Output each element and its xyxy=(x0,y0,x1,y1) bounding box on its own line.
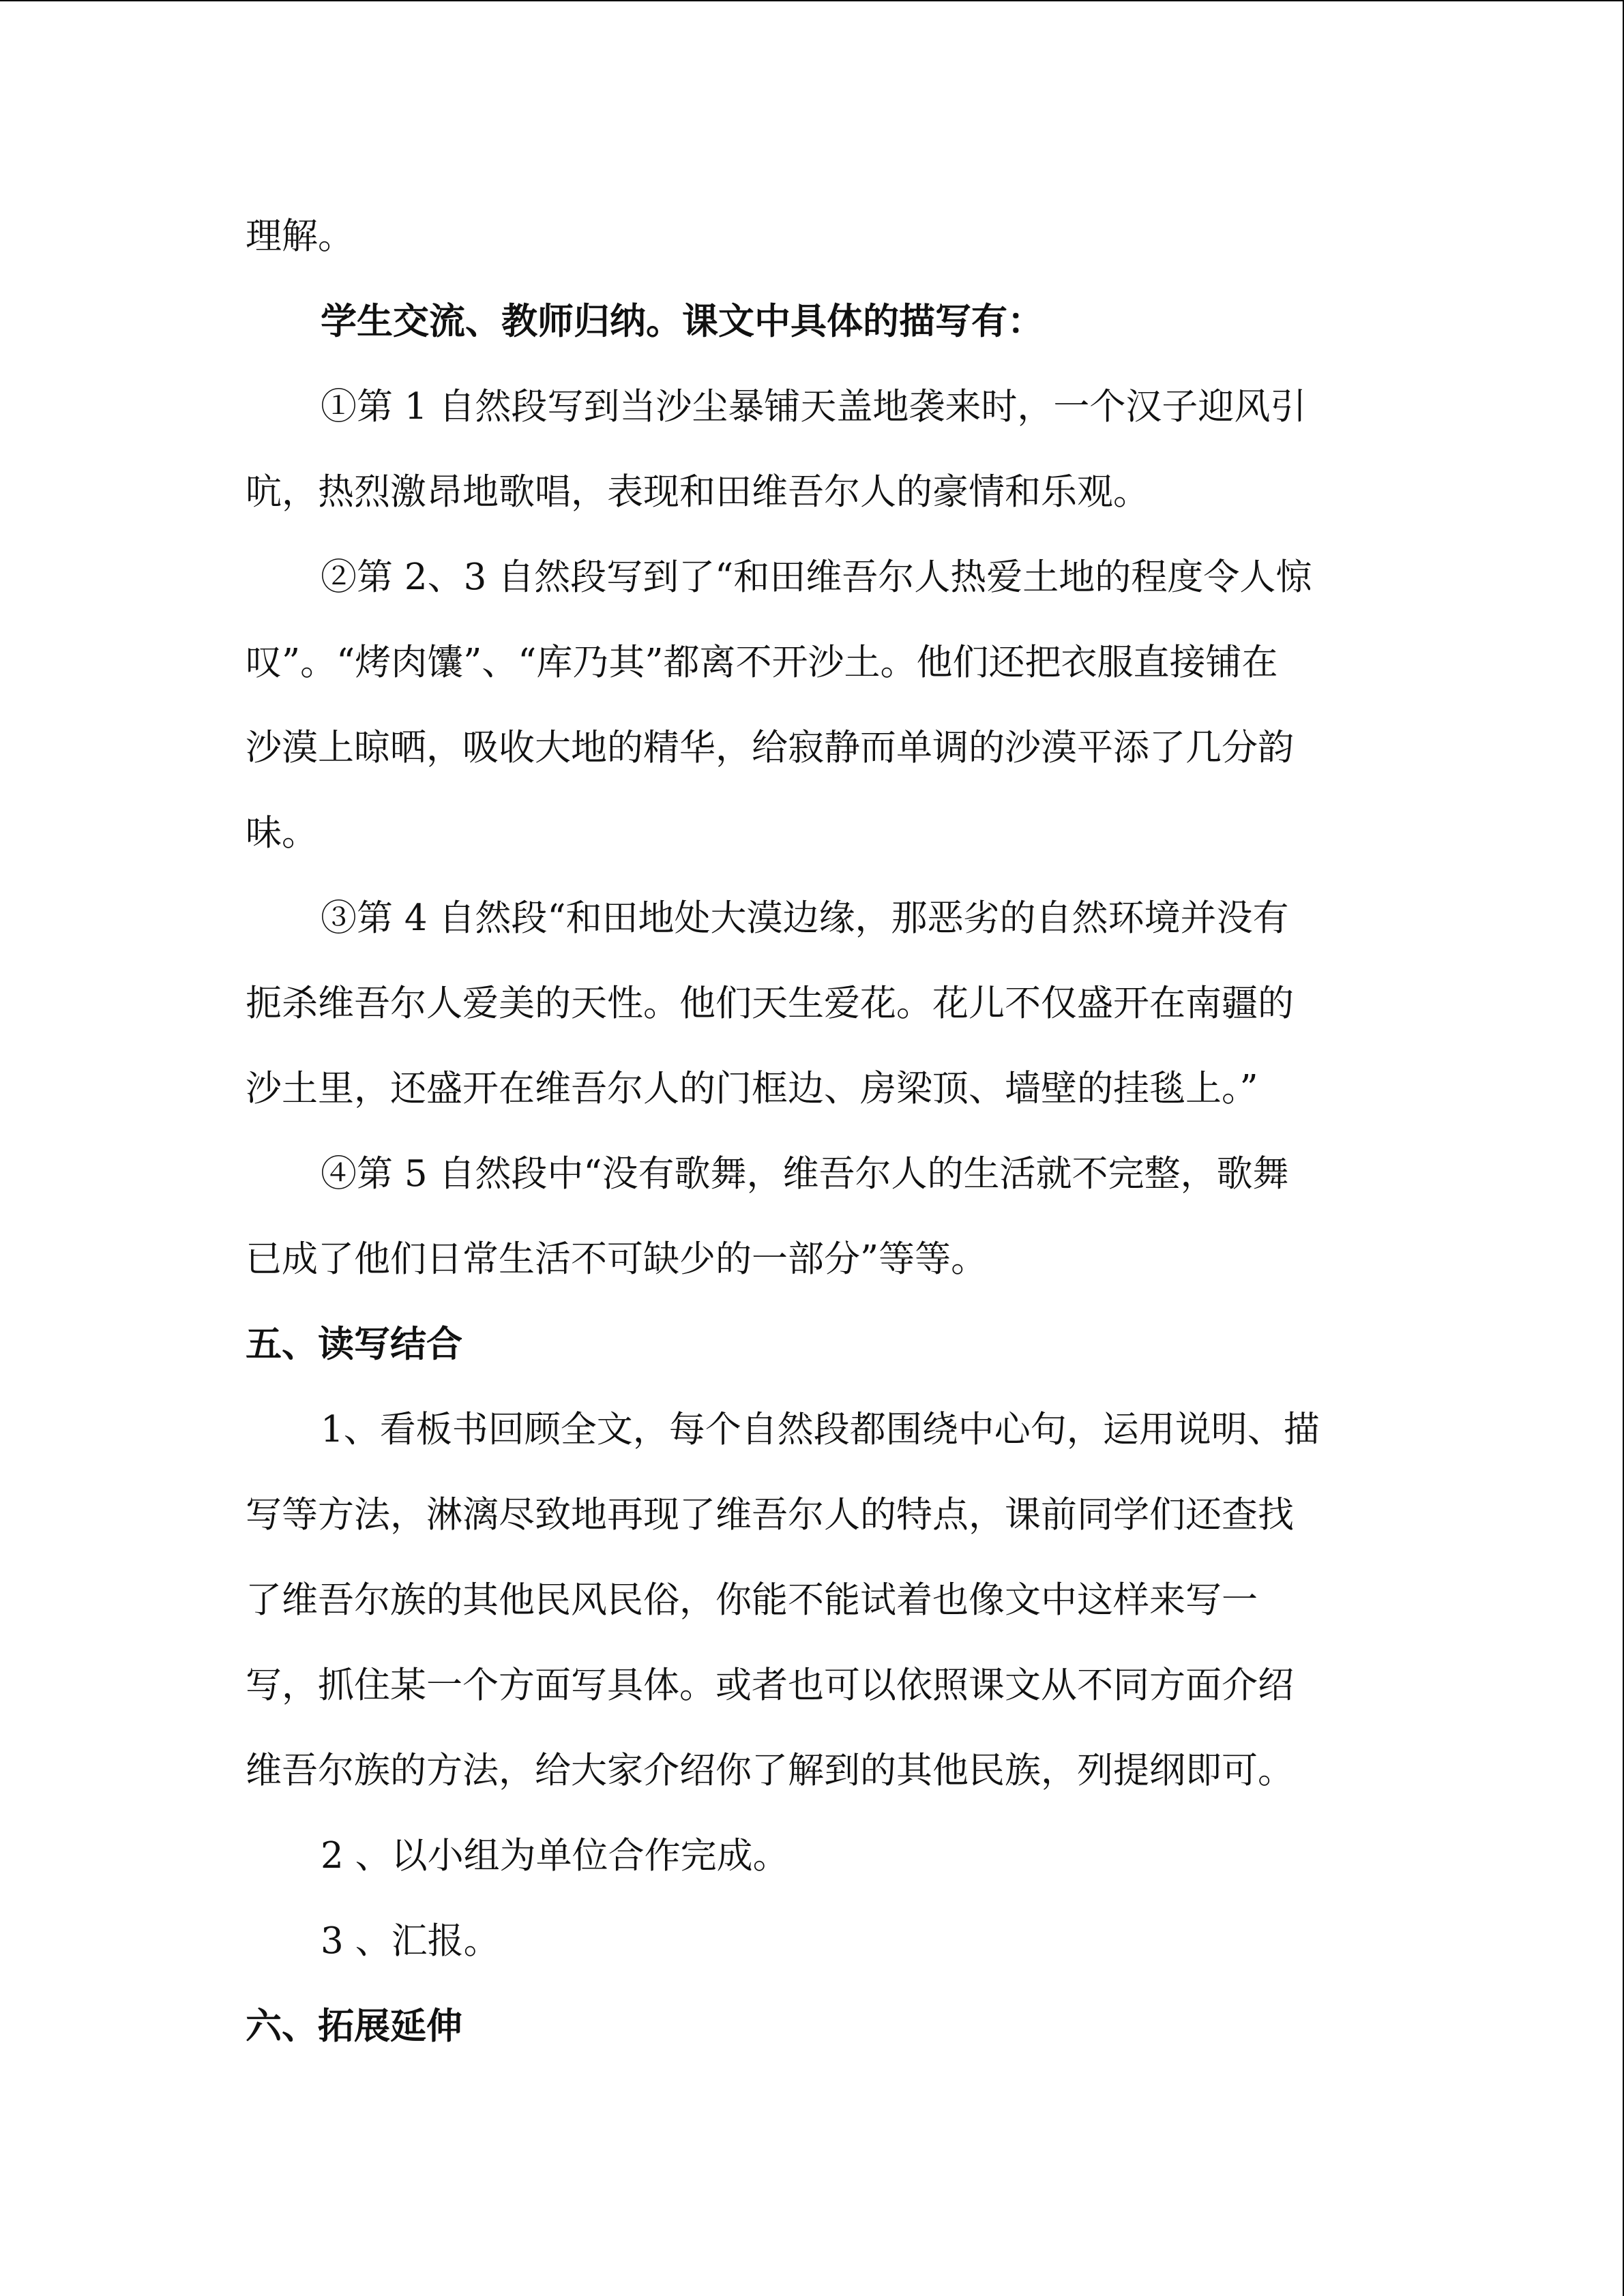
paragraph-line: 吭，热烈激昂地歌唱，表现和田维吾尔人的豪情和乐观。 xyxy=(246,471,1149,513)
document-body xyxy=(246,194,1378,2069)
paragraph-line: 写，抓住某一个方面写具体。或者也可以依照课文从不同方面介绍 xyxy=(246,1665,1294,1706)
paragraph-line: 写等方法，淋漓尽致地再现了维吾尔人的特点，课前同学们还查找 xyxy=(246,1494,1294,1536)
paragraph-line: 2 、以小组为单位合作完成。 xyxy=(321,1835,789,1877)
paragraph-line: ④第 5 自然段中“没有歌舞，维吾尔人的生活就不完整，歌舞 xyxy=(321,1153,1289,1195)
paragraph-line: ③第 4 自然段“和田地处大漠边缘，那恶劣的自然环境并没有 xyxy=(321,897,1289,939)
paragraph-line: ②第 2、3 自然段写到了“和田维吾尔人热爱土地的程度令人惊 xyxy=(321,556,1312,598)
paragraph-line: 了维吾尔族的其他民风民俗，你能不能试着也像文中这样来写一 xyxy=(246,1579,1258,1621)
paragraph-line: 扼杀维吾尔人爱美的天性。他们天生爱花。花儿不仅盛开在南疆的 xyxy=(246,983,1294,1024)
paragraph-line: 3 、汇报。 xyxy=(321,1920,500,1962)
section-heading: 五、读写结合 xyxy=(246,1324,462,1365)
paragraph-line: 1、看板书回顾全文，每个自然段都围绕中心句，运用说明、描 xyxy=(321,1409,1320,1450)
paragraph-line: 理解。 xyxy=(246,215,354,257)
paragraph-line: ①第 1 自然段写到当沙尘暴铺天盖地袭来时，一个汉子迎风引 xyxy=(321,386,1307,428)
paragraph-line: 味。 xyxy=(246,812,318,854)
paragraph-line: 沙土里，还盛开在维吾尔人的门框边、房梁顶、墙壁的挂毯上。” xyxy=(246,1068,1258,1109)
section-heading: 六、拓展延伸 xyxy=(246,2006,462,2047)
paragraph-line: 沙漠上晾晒，吸收大地的精华，给寂静而单调的沙漠平添了几分韵 xyxy=(246,727,1294,769)
paragraph-line: 维吾尔族的方法，给大家介绍你了解到的其他民族，列提纲即可。 xyxy=(246,1750,1294,1791)
paragraph-line: 已成了他们日常生活不可缺少的一部分”等等。 xyxy=(246,1238,988,1280)
paragraph-line: 叹”。“烤肉馕”、“库乃其”都离不开沙土。他们还把衣服直接铺在 xyxy=(246,642,1278,683)
bold-summary-line: 学生交流、教师归纳。课文中具体的描写有： xyxy=(321,301,1044,342)
